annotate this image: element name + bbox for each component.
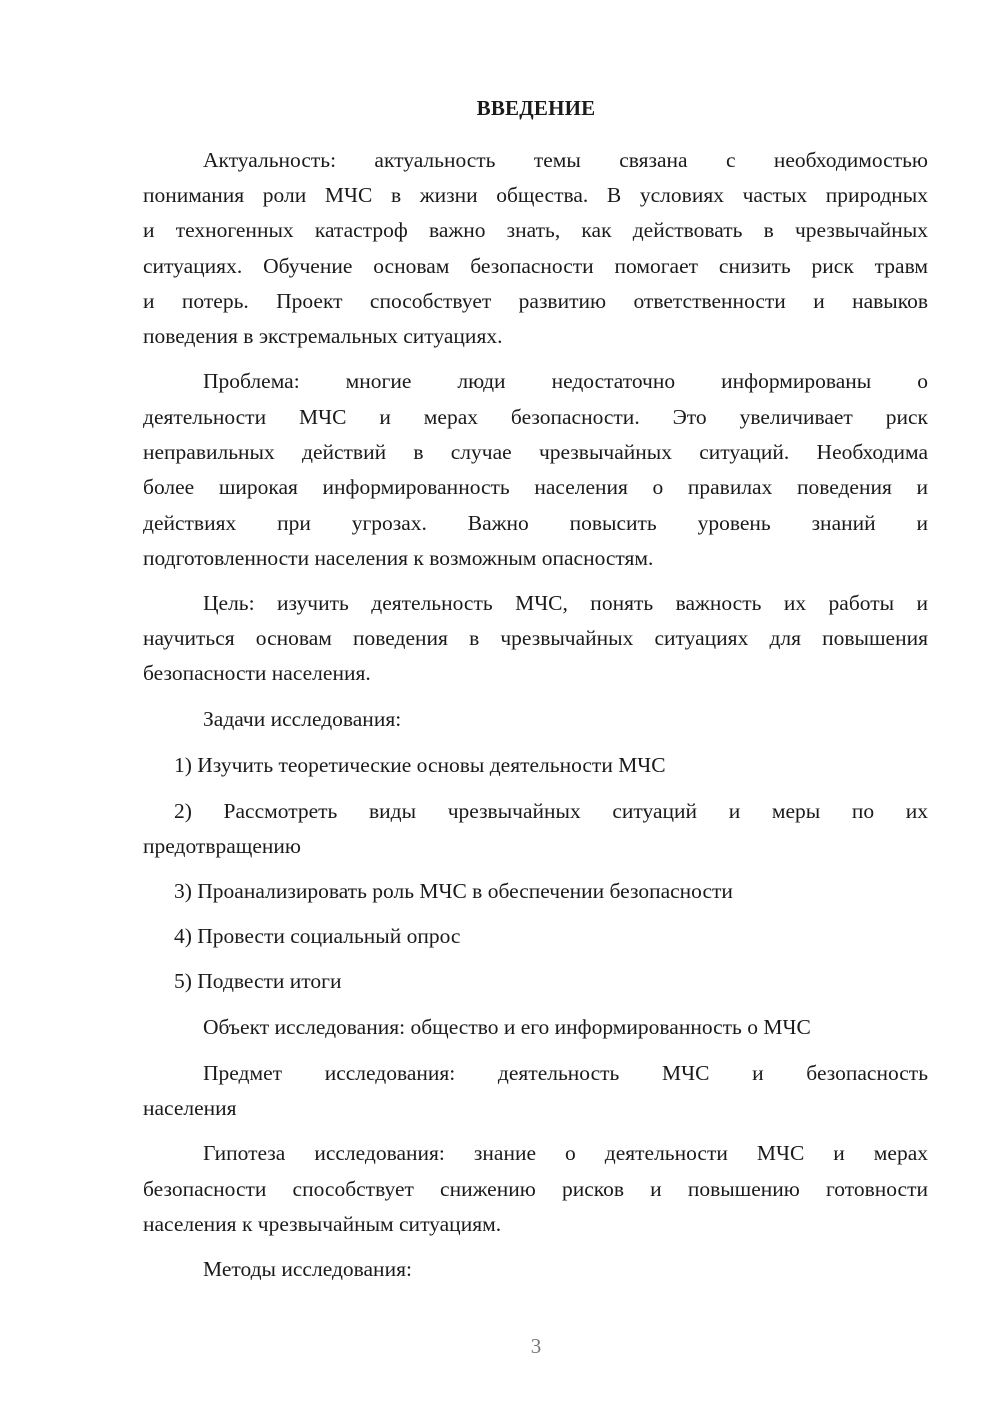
problem-line: подготовленности населения к возможным опасностям. [143, 546, 654, 570]
task-item: 3) Проанализировать роль МЧС в обеспечении безопасности [174, 879, 733, 903]
hypothesis-line: безопасности способствует снижению рисков и повышению готовности [143, 1177, 928, 1201]
relevance-line: и потерь. Проект способствует развитию ответственности и навыков [143, 289, 928, 313]
subject-line: Предмет исследования: деятельность МЧС и безопасность [203, 1061, 928, 1085]
methods-title: Методы исследования: [203, 1257, 412, 1281]
problem-line: неправильных действий в случае чрезвычайных ситуаций. Необходима [143, 440, 928, 464]
task-item: 1) Изучить теоретические основы деятельности МЧС [174, 753, 666, 777]
relevance-line: и техногенных катастроф важно знать, как действовать в чрезвычайных [143, 218, 928, 242]
hypothesis-line: населения к чрезвычайным ситуациям. [143, 1212, 502, 1236]
tasks-title: Задачи исследования: [203, 707, 402, 731]
relevance-line: поведения в экстремальных ситуациях. [143, 324, 503, 348]
page-number: 3 [530, 1334, 542, 1358]
problem-line: более широкая информированность населения о правилах поведения и [143, 475, 928, 499]
task-item: 2) Рассмотреть виды чрезвычайных ситуаций и меры по их [174, 799, 928, 823]
relevance-line: Актуальность: актуальность темы связана с необходимостью [203, 148, 928, 172]
relevance-line: понимания роли МЧС в жизни общества. В условиях частых природных [143, 183, 928, 207]
subject-line: населения [143, 1096, 237, 1120]
object-line: Объект исследования: общество и его информированность о МЧС [203, 1015, 811, 1039]
goal-line: научиться основам поведения в чрезвычайных ситуациях для повышения [143, 626, 928, 650]
task-item: 5) Подвести итоги [174, 969, 342, 993]
relevance-line: ситуациях. Обучение основам безопасности помогает снизить риск травм [143, 254, 928, 278]
task-item: 4) Провести социальный опрос [174, 924, 461, 948]
goal-line: Цель: изучить деятельность МЧС, понять важность их работы и [203, 591, 928, 615]
section-heading: ВВЕДЕНИЕ [476, 96, 596, 120]
problem-line: действиях при угрозах. Важно повысить уровень знаний и [143, 511, 928, 535]
problem-line: Проблема: многие люди недостаточно информированы о [203, 369, 928, 393]
goal-line: безопасности населения. [143, 661, 371, 685]
hypothesis-line: Гипотеза исследования: знание о деятельности МЧС и мерах [203, 1141, 928, 1165]
task-item-continuation: предотвращению [143, 834, 301, 858]
problem-line: деятельности МЧС и мерах безопасности. Это увеличивает риск [143, 405, 928, 429]
